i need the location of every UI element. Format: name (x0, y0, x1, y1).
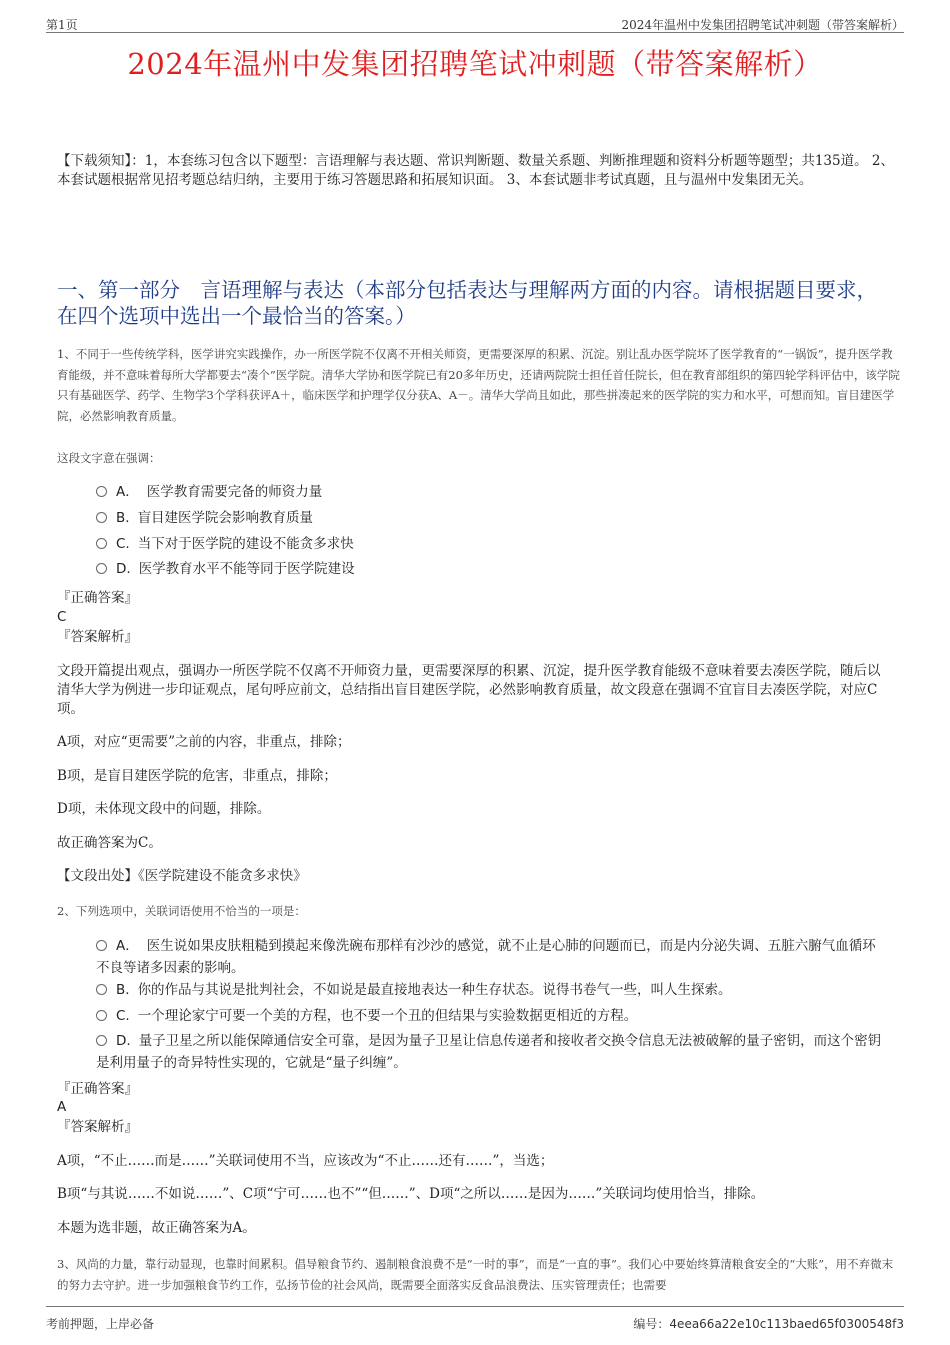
q2-analysis-bcd: B项“与其说……不如说……”、C项“宁可……也不”“但……”、D项“之所以……是因为……”关联词均使用恰当，排除。 (57, 1186, 765, 1202)
download-notice: 【下载须知】：1，本套练习包含以下题型：言语理解与表达题、常识判断题、数量关系题、判断推理题和资料分析题等题型；共135道。 2、本套试题根据常见招考题总结归纳，主要用于练习答题思路和拓展知识面。 3、本套试题非考试真题，且与温州中发集团无关。 (57, 153, 894, 188)
section-heading: 一、第一部分 言语理解与表达（本部分包括表达与理解两方面的内容。请根据题目要求，在四个选项中选出一个最恰当的答案。） (57, 278, 877, 328)
q2-analysis-label: 『答案解析』 (57, 1119, 138, 1135)
page-number: 第1页 (46, 18, 78, 32)
q1-option-c[interactable]: C. 当下对于医学院的建设不能贪多求快 (96, 534, 886, 556)
q2-option-a[interactable]: A． 医生说如果皮肤粗糙到摸起来像洗碗布那样有沙沙的感觉，就不止是心肺的问题而已，而是内分泌失调、五脏六腑气血循环不良等诸多因素的影响。 (96, 938, 876, 976)
footer-code: 编号：4eea66a22e10c113baed65f0300548f3 (633, 1317, 904, 1331)
q1-option-a[interactable]: A． 医学教育需要完备的师资力量 (96, 482, 886, 504)
q1-analysis-d: D项，未体现文段中的问题，排除。 (57, 801, 271, 817)
q1-conclusion: 故正确答案为C。 (57, 835, 162, 851)
question-1-stem: 这段文字意在强调： (57, 451, 161, 465)
q1-answer: C (57, 609, 67, 625)
radio-icon[interactable] (96, 538, 107, 549)
q1-option-d[interactable]: D. 医学教育水平不能等同于医学院建设 (96, 559, 886, 581)
page-footer (46, 1306, 904, 1331)
radio-icon[interactable] (96, 512, 107, 523)
radio-icon[interactable] (96, 486, 107, 497)
footer-slogan: 考前押题，上岸必备 (46, 1317, 155, 1331)
radio-icon[interactable] (96, 984, 107, 995)
q1-analysis-label: 『答案解析』 (57, 629, 138, 645)
q2-conclusion: 本题为选非题，故正确答案为A。 (57, 1220, 256, 1236)
radio-icon[interactable] (96, 1035, 107, 1046)
question-3-text: 3、风尚的力量，靠行动显现，也靠时间累积。倡导粮食节约、遏制粮食浪费不是“一时的事”，而是“一直的事”。我们心中要始终算清粮食安全的“大账”，用不弃微末的努力去守护。进一步加强粮食节约工作，弘扬节俭的社会风尚，既需要全面落实反食品浪费法、压实管理责任；也需要 (57, 1257, 894, 1292)
header-doc-title: 2024年温州中发集团招聘笔试冲刺题（带答案解析） (621, 18, 904, 32)
q2-answer: A (57, 1099, 67, 1115)
q2-option-b[interactable]: B. 你的作品与其说是批判社会，不如说是最直接地表达一种生存状态。说得书卷气一些，叫人生探索。 (96, 980, 886, 1002)
q2-option-d[interactable]: D. 量子卫星之所以能保障通信安全可靠，是因为量子卫星让信息传递者和接收者交换令信息无法被破解的量子密钥，而这个密钥是利用量子的奇异特性实现的，它就是“量子纠缠”。 (96, 1033, 882, 1071)
question-1-text: 1、不同于一些传统学科，医学讲究实践操作，办一所医学院不仅离不开相关师资，更需要深厚的积累、沉淀。别让乱办医学院坏了医学教育的“一锅饭”，提升医学教育能级，并不意味着每所大学都要去“凑个”医学院。清华大学协和医学院已有20多年历史，还请两院院士担任首任院长，但在教育部组织的第四轮学科评估中，该学院只有基础医学、药学、生物学3个学科获评A＋，临床医学和护理学仅分获A、A－。清华大学尚且如此，那些拼凑起来的医学院的实力和水平，可想而知。盲目建医学院，必然影响教育质量。 (57, 347, 900, 423)
q2-option-c[interactable]: C. 一个理论家宁可要一个美的方程，也不要一个丑的但结果与实验数据更相近的方程。 (96, 1006, 886, 1028)
q1-answer-label: 『正确答案』 (57, 590, 138, 606)
page-header (46, 12, 904, 33)
q1-source: 【文段出处】《医学院建设不能贪多求快》 (57, 868, 307, 884)
radio-icon[interactable] (96, 940, 107, 951)
q1-analysis-a: A项，对应“更需要”之前的内容，非重点，排除； (57, 734, 351, 750)
q1-analysis-main: 文段开篇提出观点，强调办一所医学院不仅离不开师资力量，更需要深厚的积累、沉淀，提升医学教育能级不意味着要去凑医学院，随后以清华大学为例进一步印证观点，尾句呼应前文，总结指出盲目建医学院，必然影响教育质量，故文段意在强调不宜盲目去凑医学院，对应C项。 (57, 663, 881, 717)
q1-analysis-b: B项，是盲目建医学院的危害，非重点，排除； (57, 768, 337, 784)
q2-answer-label: 『正确答案』 (57, 1081, 138, 1097)
radio-icon[interactable] (96, 1010, 107, 1021)
q2-analysis-a: A项，“不止……而是……”关联词使用不当，应该改为“不止……还有……”，当选； (57, 1153, 554, 1169)
document-title: 2024年温州中发集团招聘笔试冲刺题（带答案解析） (127, 47, 823, 81)
radio-icon[interactable] (96, 563, 107, 574)
question-2-text: 2、下列选项中，关联词语使用不恰当的一项是： (57, 904, 306, 918)
q1-option-b[interactable]: B. 盲目建医学院会影响教育质量 (96, 508, 886, 530)
